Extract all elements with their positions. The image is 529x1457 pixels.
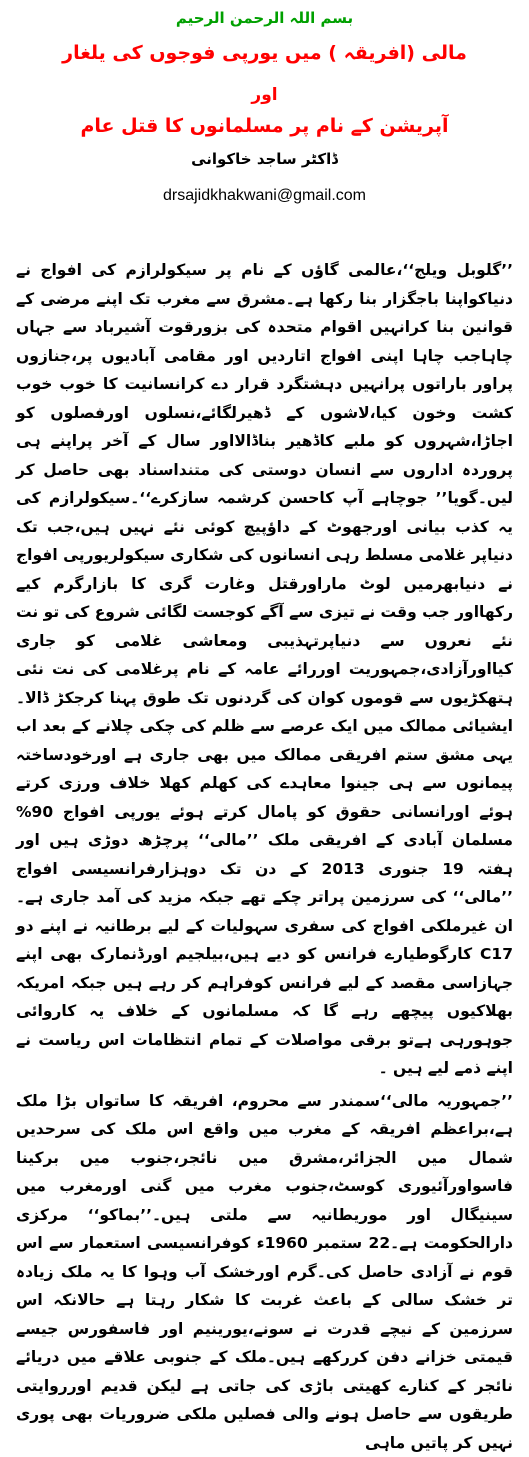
article-title-line-1: مالی (افریقہ ) میں یورپی فوجوں کی یلغار bbox=[0, 40, 529, 66]
article-paragraph-1: ’’گلوبل ویلج‘‘،عالمی گاؤں کے نام پر سیکولرازم کی افواج نے دنیاکواپنا باجگزار بنا رکھا ہے۔مشرق سے مغرب تک اپنے مرضی کے قوانین بنا کرانہیں اقوام متحدہ کی بزورقوت آشیرباد سے جہاں چاہاجب چاہا اپنی افواج اتاردیں اور مقامی آبادیوں پر،جنازوں پراور باراتوں پرانہیں دہشتگرد قرار دے کرانسانیت کا خوب خوب کشت وخون کیا،لاشوں کے ڈھیرلگائے،نسلوں اورفصلوں کو اجاڑا،شہروں کو ملبے کاڈھیر بناڈالااور سال کے آخر پراپنے ہی پروردہ اداروں سے انسان دوستی کی متنداسناد بھی حاصل کر لیں۔گویا’’ جوچاہے آپ کاحسن کرشمہ سازکرے‘‘۔سیکولرازم کی یہ کذب بیانی اورجھوٹ کے داؤپیچ کوئی نئے نہیں ہیں،جب تک دنیاپر غلامی مسلط رہی انسانوں کی شکاری سیکولریورپی افواج نے دنیابھرمیں لوٹ ماراورقتل وغارت گری کا بازارگرم کیے رکھااور جب وقت نے تیزی سے آگے کوجست لگائی شروع کی تو نت نئے نعروں سے دنیاپرتہذیبی ومعاشی غلامی کو جاری کیااورآزادی،جمہوریت اوررائے عامہ کے نام پرغلامی کی نت نئی ہتھکڑیوں سے قوموں کوان کی گردنوں تک طوق پہنا کرجکڑ ڈالا۔ایشیائی ممالک میں ایک عرصے سے ظلم کی چکی چلانے کے بعد اب یہی مشق ستم افریقی ممالک میں بھی جاری ہے اورخودساختہ پیمانوں سے ہی جینوا معاہدے کی کھلم کھلا خلاف ورزی کرتے ہوئے اورانسانی حقوق کو پامال کرتے ہوئے یورپی افواج 90% مسلمان آبادی کے افریقی ملک ’’مالی‘‘ پرچڑھ دوڑی ہیں اور ہفتہ 19 جنوری 2013 کے دن تک دوہزارفرانسیسی افواج ’’مالی‘‘ کی سرزمین پراتر چکے تھے جبکہ مزید کی آمد جاری ہے۔ان غیرملکی افواج کی سفری سہولیات کے لیے برطانیہ نے اپنے دو C17 کارگوطیارے فرانس کو دیے ہیں،بیلجیم اورڈنمارک بھی اپنے جہازاسی مقصد کے لیے فرانس کوفراہم کر رہے ہیں جبکہ امریکہ بھلاکیوں پیچھے رہے گا کہ مسلمانوں کے خلاف یہ کاروائی جوہورہی ہےتو برقی مواصلات کے تمام انتظامات اس ریاست نے اپنے ذمے لیے ہیں ۔ bbox=[16, 256, 513, 1083]
article-body bbox=[16, 256, 513, 1457]
bismillah-heading: بسم اللہ الرحمن الرحیم bbox=[0, 8, 529, 28]
author-email: drsajidkhakwani@gmail.com bbox=[0, 186, 529, 206]
article-title-conjunction: اور bbox=[0, 84, 529, 106]
author-name: ڈاکٹر ساجد خاکوانی bbox=[0, 149, 529, 169]
article-title-line-2: آپریشن کے نام پر مسلمانوں کا قتل عام bbox=[0, 113, 529, 139]
article-paragraph-2: ’’جمہوریہ مالی‘‘سمندر سے محروم، افریقہ کا ساتواں بڑا ملک ہے،براعظم افریقہ کے مغرب میں واقع اس ملک کی سرحدیں شمال میں الجزائر،مشرق میں نائجر،جنوب میں برکینا فاسواورآئیوری کوسٹ،جنوب مغرب میں گنی اورمغرب میں سینیگال اور موریطانیہ سے ملتی ہیں۔’’بماکو‘‘ مرکزی دارالحکومت ہے۔22 ستمبر 1960ء کوفرانسیسی استعمار سے اس قوم نے آزادی حاصل کی۔گرم اورخشک آب وہوا کا یہ ملک زیادہ تر خشک سالی کے باعث غربت کا شکار رہتا ہے حالانکہ اس سرزمین کے نیچے قدرت نے سونے،یورینیم اور فاسفورس جیسے قیمتی خزانے دفن کررکھے ہیں۔ملک کے جنوبی علاقے میں دریائے نائجر کے کنارے کھیتی باڑی کی جاتی ہے لیکن قدیم اورروایتی طریقوں سے حاصل ہونے والی فصلیں ملکی ضروریات بھی پوری نہیں کر پاتیں ماہی bbox=[16, 1087, 513, 1457]
